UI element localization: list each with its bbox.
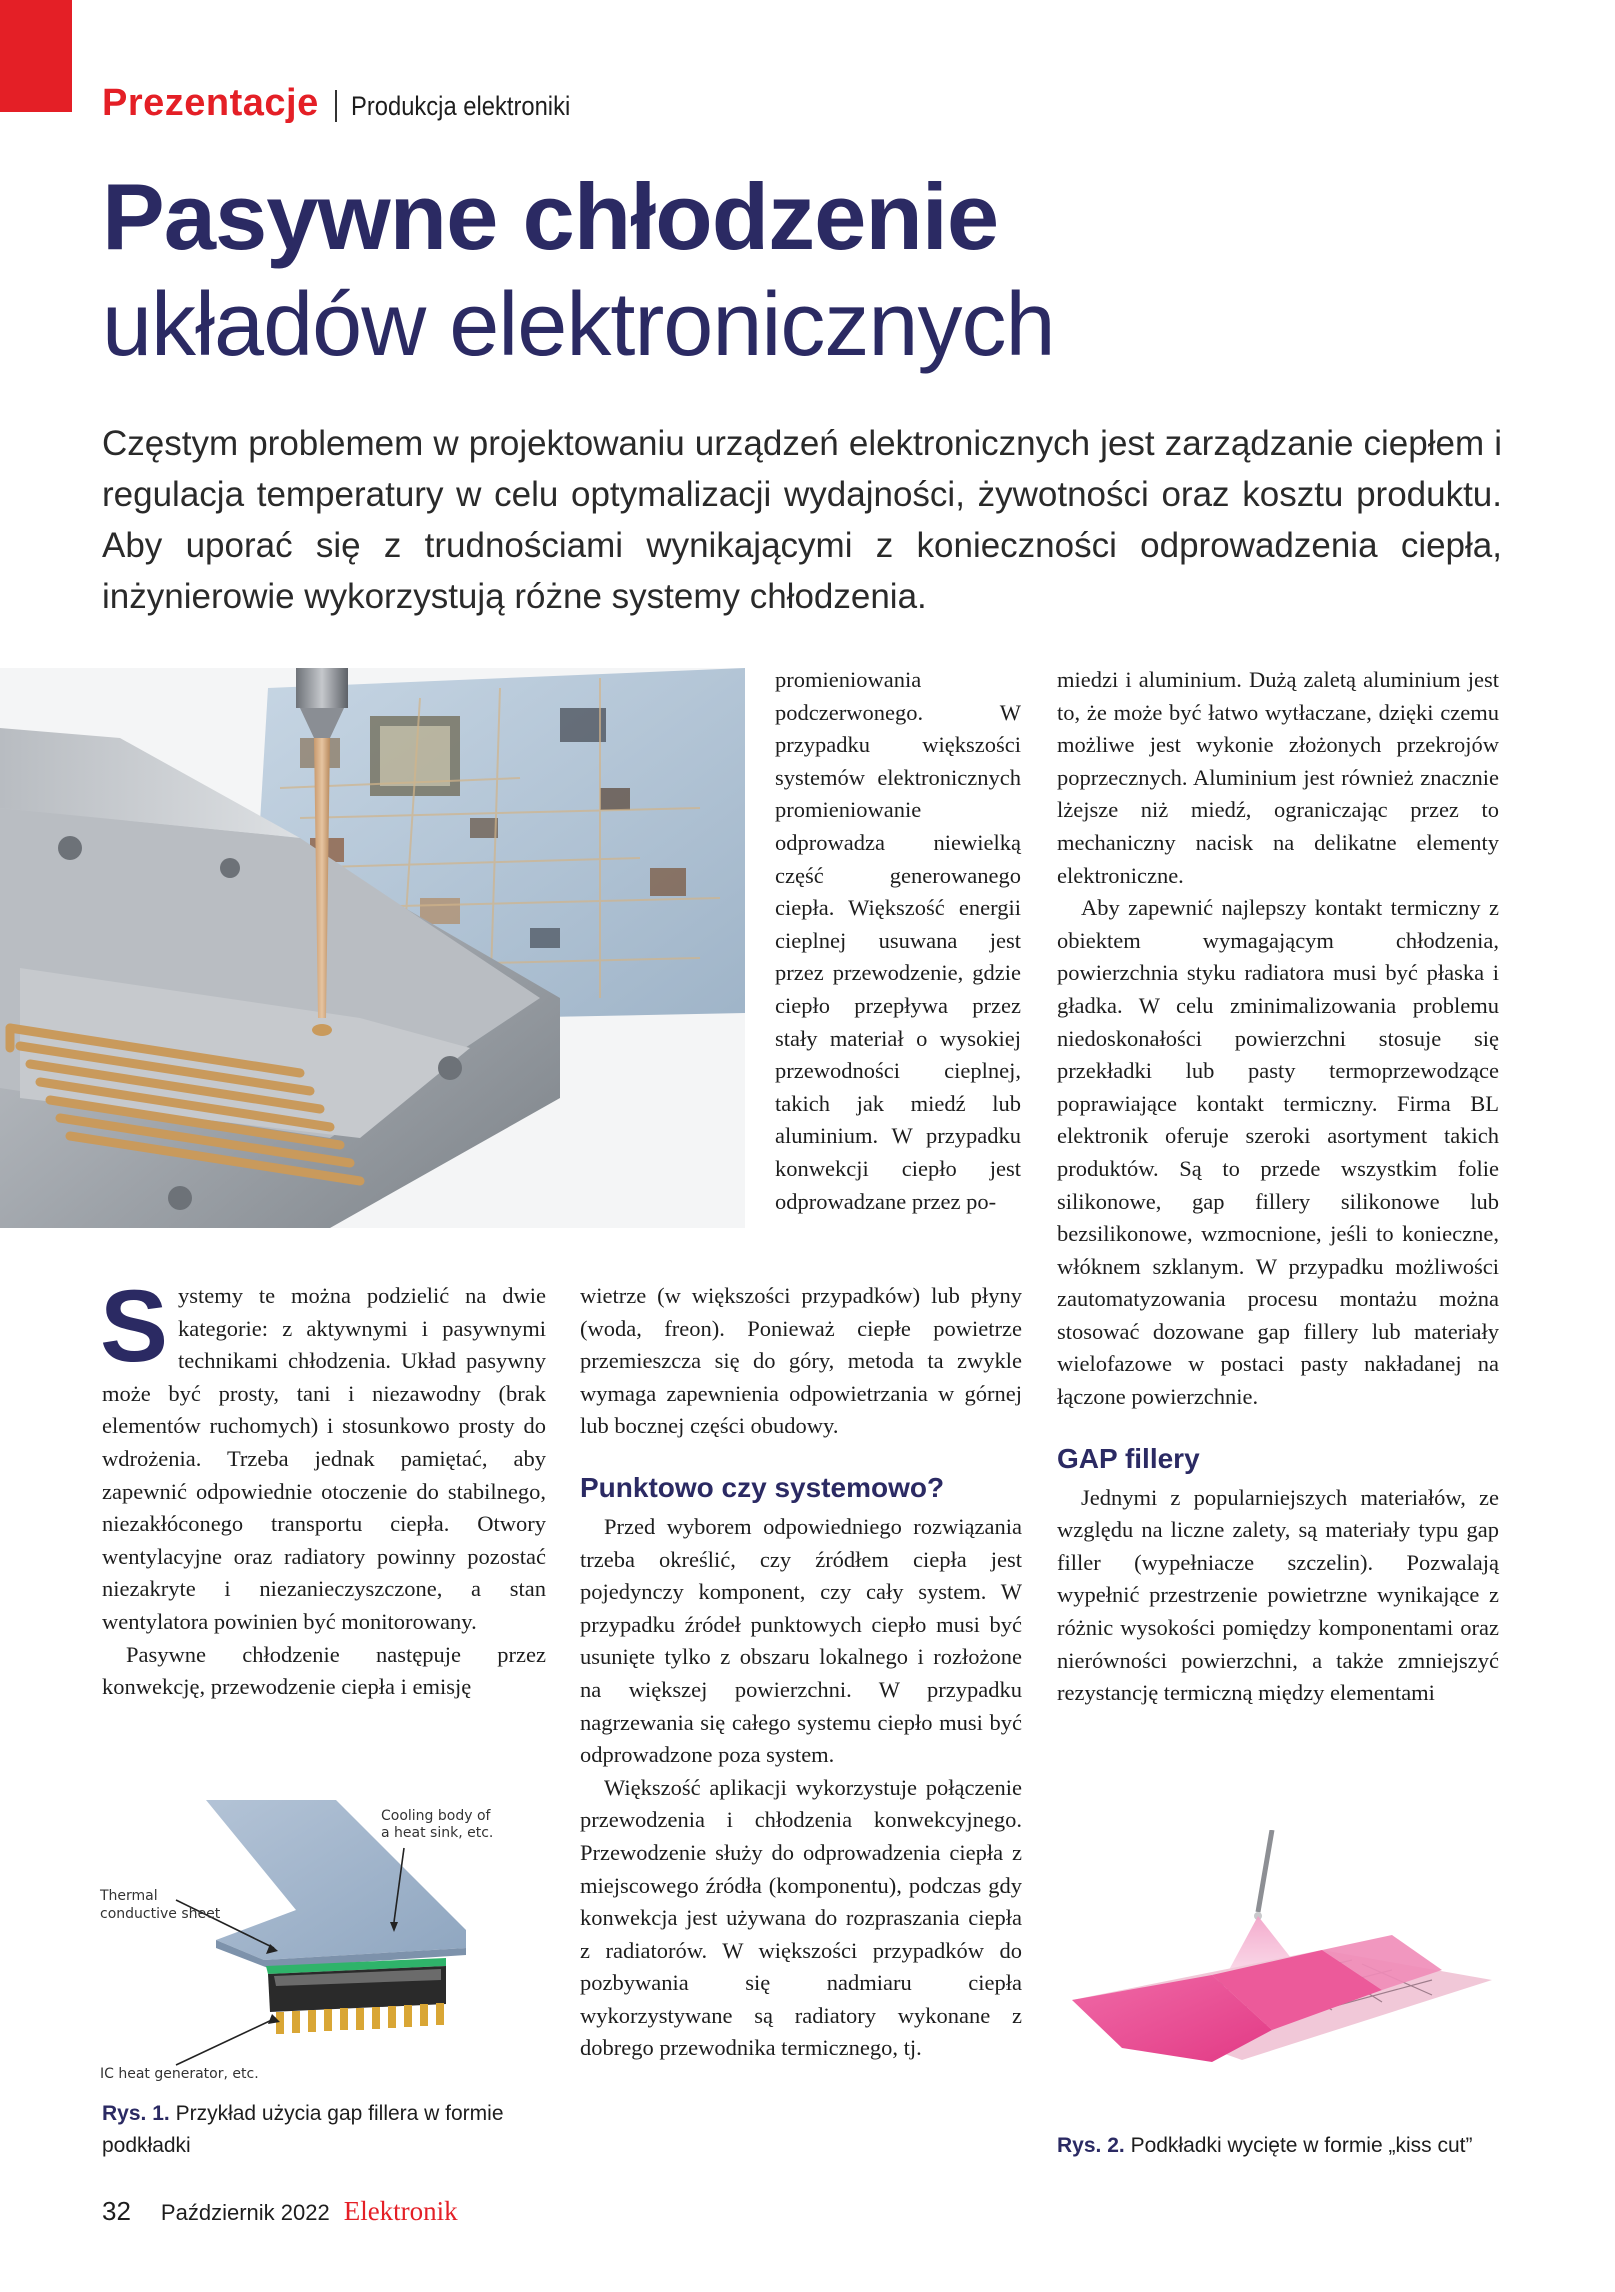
article-column-right [1057, 664, 1499, 1710]
kiss-cut-pads-illustration [1062, 1830, 1502, 2110]
kiss-cut-pads-photo [1062, 1830, 1502, 2110]
article-column-middle [580, 1280, 1022, 2065]
pcb-dispensing-photo [0, 668, 745, 1228]
body-paragraph: Jednymi z popularniejszych materiałów, ze względu na liczne zalety, są materiały typu gap filler (wypełniacze szczelin). Pozwalają wypełnić przestrzenie powietrzne wynikające z różnic wysokości pomiędzy komponentami oraz nierówności powierzchni, a także zmniejszyć rezystancję termiczną między elementami [1057, 1484, 1499, 1706]
body-paragraph-intro [100, 1269, 546, 1639]
article-title: Pasywne chłodzenie [102, 164, 999, 269]
cooling-body-label-line2: a heat sink, etc. [381, 1825, 494, 1841]
figure-1-caption [102, 2098, 552, 2162]
body-paragraph: Aby zapewnić najlepszy kontakt termiczny z obiektem wymagającym chłodzenia, powierzchnia styku radiatora musi być płaska i gładka. W celu zminimalizowania problemu niedoskonałości powierzchni stosuje się przekładki lub pasty termoprzewodzące poprawiające kontakt termiczny. Firma BL elektronik oferuje szeroki asortyment takich produktów. Są to przede wszystkim folie silikonowe, gap fillery silikonowe lub bezsilikonowe, wzmocnione, jeśli to konieczne, włóknem szklanym. W przypadku możliwości zautomatyzowania procesu montażu można stosować dozowane gap fillery lub materiały wielofazowe w postaci pasty nakładanej na łączone powierzchnie. [1057, 895, 1499, 1410]
article-column-middle-top [775, 664, 1021, 1218]
section-heading: Punktowo czy systemowo? [580, 1471, 945, 1503]
body-paragraph: miedzi i aluminium. Dużą zaletą aluminium jest to, że może być łatwo wytłaczane, dzięki czemu możliwe jest wykonie złożonych przekrojów poprzecznych. Aluminium jest również znacznie lżejsze niż miedź, ograniczając przez to mechaniczny nacisk na delikatne elementy elektroniczne. [1057, 667, 1499, 888]
intro-text: ystemy te można podzielić na dwie kategorie: z aktywnymi i pasywnymi technikami chłodzenia. Układ pasywny może być prosty, tani i niezawodny (brak elementów ruchomych) i stosunkowo prosty do wdrożenia. Trzeba jednak pamiętać, aby zapewnić odpowiednie otoczenie do stabilnego, niezakłóconego transportu ciepła. Otwory wentylacyjne oraz radiatory powinny pozostać niezakryte i niezanieczyszczone, a stan wentylatora powinien być monitorowany. [102, 1283, 546, 1634]
figure-2-caption-text: Podkładki wycięte w formie „kiss cut” [1130, 2134, 1473, 2157]
article-subtitle: układów elektronicznych [102, 275, 1055, 375]
section-header [102, 82, 600, 130]
subsection-name: Produkcja elektroniki [350, 91, 570, 121]
figure-1-caption-text: Przykład użycia gap fillera w formie podkładki [102, 2102, 504, 2157]
page-number: 32 [102, 2196, 131, 2226]
body-paragraph: Większość aplikacji wykorzystuje połączenie przewodzenia i chłodzenia konwekcyjnego. Przewodzenie służy do odprowadzenia ciepła z miejscowego źródła (komponentu), podczas gdy konwekcja jest używana do rozpraszania ciepła z radiatorów. W większości przypadków do pozbywania się nadmiaru ciepła wykorzystywane są radiatory wykonane z dobrego przewodnika termicznego, tj. [580, 1774, 1022, 2061]
body-paragraph: Przed wyborem odpowiedniego rozwiązania trzeba określić, czy źródłem ciepła jest pojedynczy komponent, czy cały system. W przypadku źródeł punktowych ciepło musi być usunięte tylko z obszaru lokalnego i rozłożone na większej powierzchni. W przypadku nagrzewania się całego systemu ciepło musi być odprowadzone poza system. [580, 1513, 1022, 1768]
body-paragraph: promieniowania podczerwonego. W przypadku większości systemów elektronicznych promieniowanie odprowadza niewielką część generowanego ciepła. Większość energii cieplnej usuwana jest przez przewodzenie, gdzie ciepło przepływa przez stały materiał o wysokiej przewodności cieplnej, takich jak miedź lub aluminium. W przypadku konwekcji ciepło jest odprowadzane przez po- [775, 667, 1021, 1214]
figure-2-label: Rys. 2. [1057, 2134, 1125, 2157]
red-corner-tab [0, 0, 72, 112]
page-footer [102, 2196, 458, 2227]
gap-filler-diagram-svg [96, 1790, 556, 2090]
article-column-left [100, 1269, 546, 1704]
issue-date: Październik 2022 [160, 2200, 330, 2225]
ic-heat-generator-label: IC heat generator, etc. [100, 2066, 259, 2082]
article-lead: Częstym problemem w projektowaniu urządzeń elektronicznych jest zarządzanie ciepłem i regulacja temperatury w celu optymalizacji wydajności, żywotności oraz kosztu produktu. Aby uporać się z trudnościami wynikającymi z konieczności odprowadzenia ciepła, inżynierowie wykorzystują różne systemy chłodzenia. [102, 424, 1502, 616]
thermal-sheet-label-line1: Thermal [100, 1888, 158, 1904]
body-paragraph: Pasywne chłodzenie następuje przez konwekcję, przewodzenie ciepła i emisję [102, 1641, 546, 1700]
thermal-sheet-label-line2: conductive sheet [100, 1906, 221, 1922]
drop-cap: S [100, 1269, 169, 1383]
figure-2-caption [1057, 2130, 1507, 2162]
pcb-dispensing-illustration [0, 668, 745, 1228]
section-heading: GAP fillery [1057, 1442, 1200, 1474]
cooling-body-label-line1: Cooling body of [381, 1808, 491, 1824]
magazine-name: Elektronik [343, 2196, 458, 2226]
header-divider [335, 90, 337, 122]
body-paragraph: wietrze (w większości przypadków) lub płyny (woda, freon). Ponieważ ciepłe powietrze przemieszcza się do góry, metoda ta zwykle wymaga zapewnienia odpowietrzania w górnej lub bocznej części obudowy. [580, 1283, 1022, 1439]
gap-filler-diagram [96, 1790, 556, 2090]
section-name: Prezentacje [102, 82, 319, 124]
figure-1-label: Rys. 1. [102, 2102, 170, 2125]
